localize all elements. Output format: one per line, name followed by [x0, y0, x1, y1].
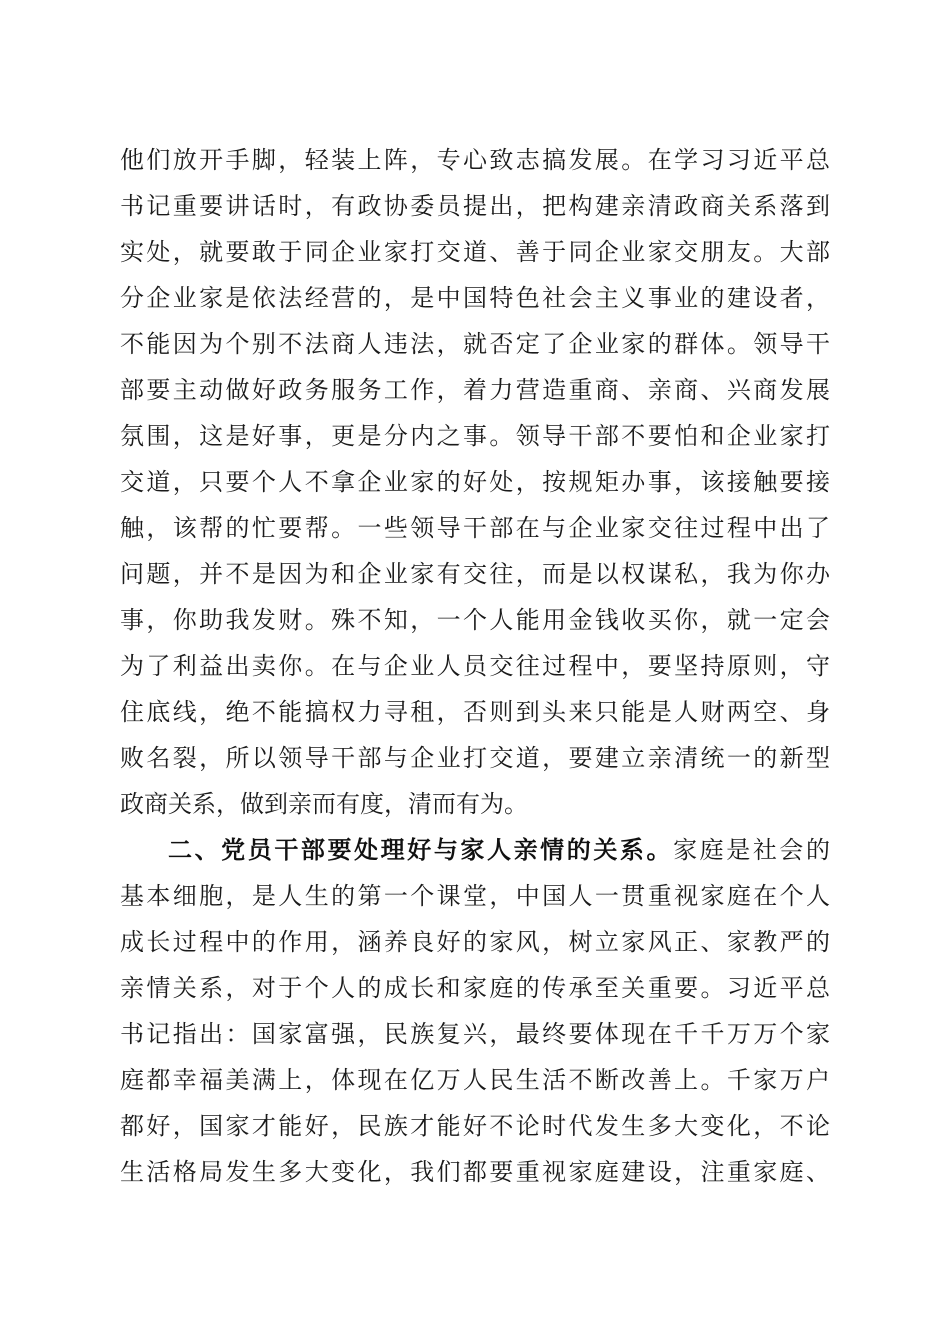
paragraph-1-line-10: 问题，并不是因为和企业家有交往，而是以权谋私，我为你办	[120, 560, 830, 588]
paragraph-1-line-3: 实处，就要敢于同企业家打交道、善于同企业家交朋友。大部	[120, 238, 830, 266]
paragraph-2-line-2: 基本细胞，是人生的第一个课堂，中国人一贯重视家庭在个人	[120, 882, 830, 910]
paragraph-2-line-6: 庭都幸福美满上，体现在亿万人民生活不断改善上。千家万户	[120, 1066, 830, 1094]
paragraph-1-line-14: 败名裂，所以领导干部与企业打交道，要建立亲清统一的新型	[120, 744, 830, 772]
paragraph-2-line-7: 都好，国家才能好，民族才能好不论时代发生多大变化，不论	[120, 1112, 830, 1140]
paragraph-1-line-12: 为了利益出卖你。在与企业人员交往过程中，要坚持原则，守	[120, 652, 830, 680]
paragraph-1-line-7: 氛围，这是好事，更是分内之事。领导干部不要怕和企业家打	[120, 422, 830, 450]
paragraph-1-line-5: 不能因为个别不法商人违法，就否定了企业家的群体。领导干	[120, 330, 830, 358]
paragraph-1-line-1: 他们放开手脚，轻装上阵，专心致志搞发展。在学习习近平总	[120, 146, 830, 174]
paragraph-2-line-5: 书记指出：国家富强，民族复兴，最终要体现在千千万万个家	[120, 1020, 830, 1048]
paragraph-1-line-4: 分企业家是依法经营的，是中国特色社会主义事业的建设者，	[120, 284, 830, 312]
paragraph-2-line-3: 成长过程中的作用，涵养良好的家风，树立家风正、家教严的	[120, 928, 830, 956]
paragraph-1-line-15: 政商关系，做到亲而有度，清而有为。	[120, 790, 528, 818]
paragraph-1-line-13: 住底线，绝不能搞权力寻租，否则到头来只能是人财两空、身	[120, 698, 830, 726]
paragraph-1-line-8: 交道，只要个人不拿企业家的好处，按规矩办事，该接触要接	[120, 468, 830, 496]
section-heading: 二、党员干部要处理好与家人亲情的关系。	[168, 836, 674, 864]
paragraph-2-line-8: 生活格局发生多大变化，我们都要重视家庭建设，注重家庭、	[120, 1158, 830, 1186]
paragraph-1-line-9: 触，该帮的忙要帮。一些领导干部在与企业家交往过程中出了	[120, 514, 830, 542]
paragraph-1-line-6: 部要主动做好政务服务工作，着力营造重商、亲商、兴商发展	[120, 376, 830, 404]
paragraph-2-line-4: 亲情关系，对于个人的成长和家庭的传承至关重要。习近平总	[120, 974, 830, 1002]
paragraph-1-line-2: 书记重要讲话时，有政协委员提出，把构建亲清政商关系落到	[120, 192, 830, 220]
paragraph-2-line-1-text: 家庭是社会的	[673, 836, 831, 864]
paragraph-1-line-11: 事，你助我发财。殊不知，一个人能用金钱收买你，就一定会	[120, 606, 830, 634]
paragraph-2-line-1	[168, 835, 830, 865]
